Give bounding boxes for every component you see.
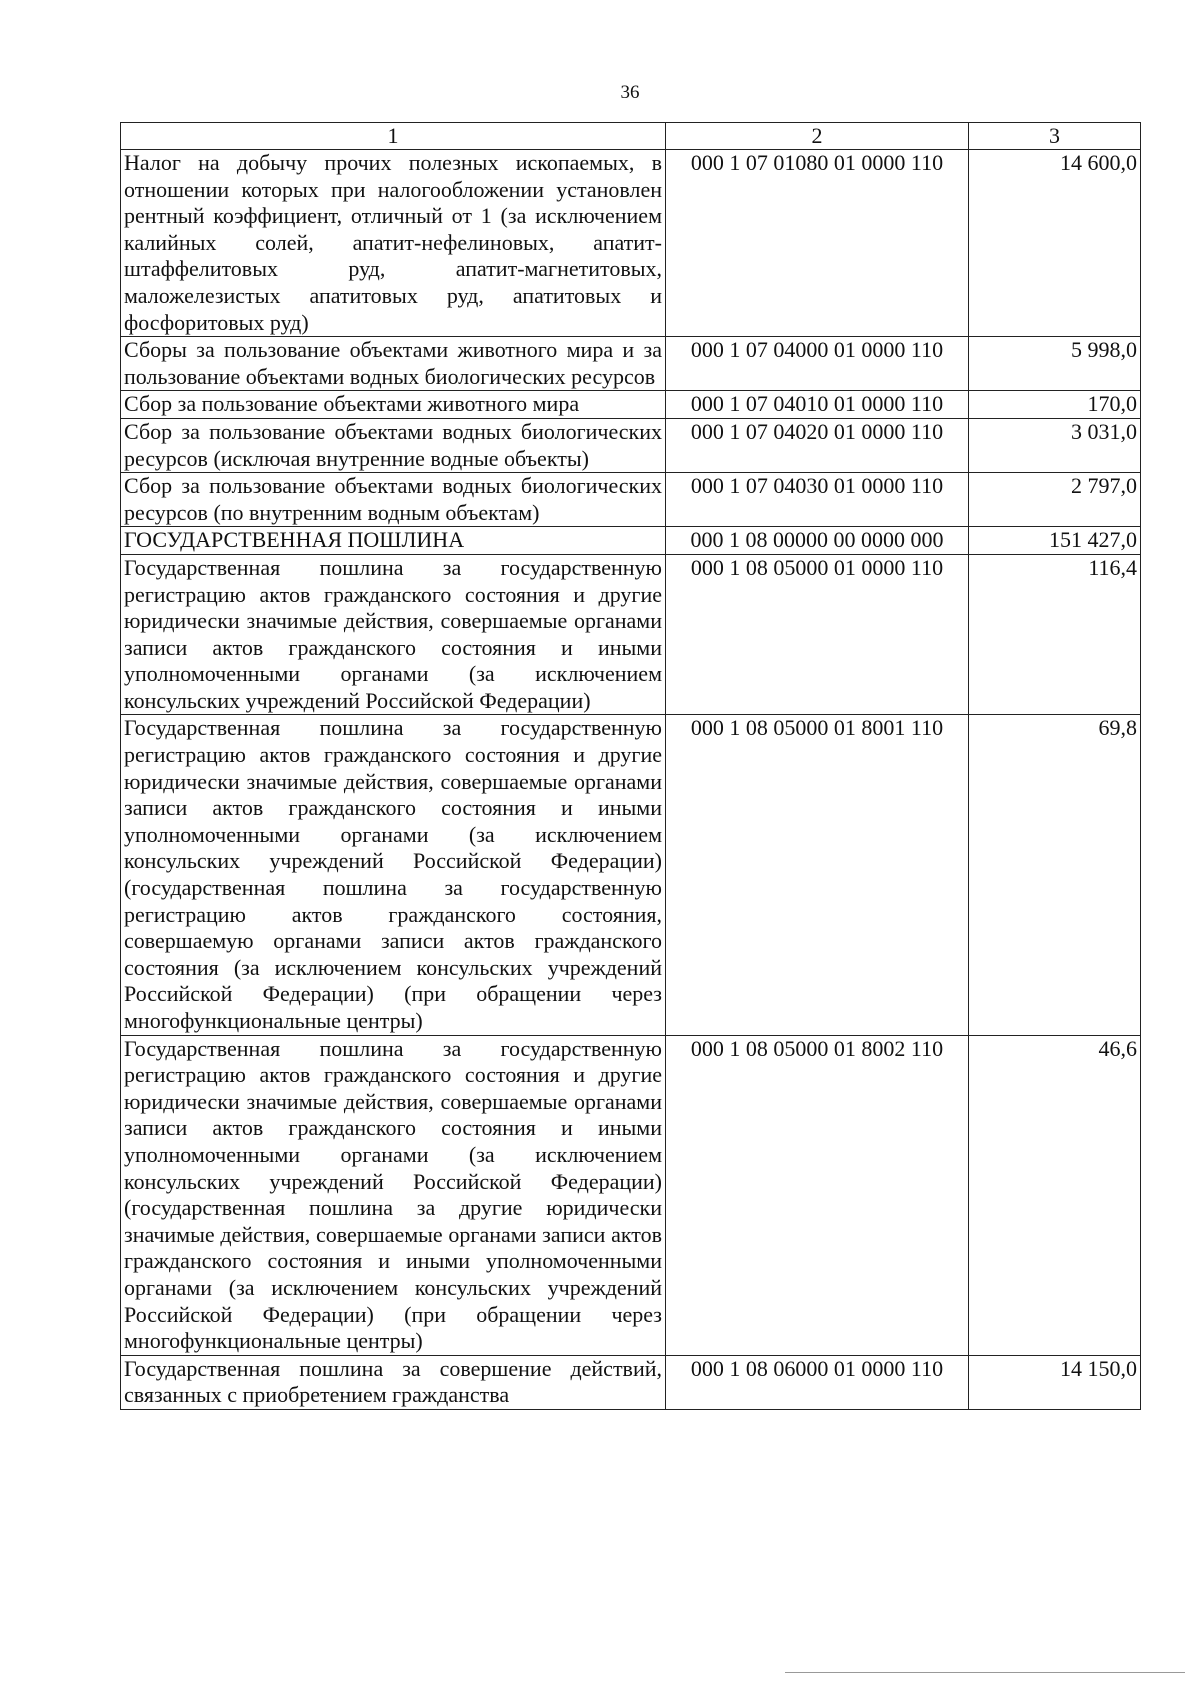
row-description: Сбор за пользование объектами животного мира — [121, 391, 666, 419]
row-code: 000 1 07 04020 01 0000 110 — [666, 418, 969, 472]
row-amount: 69,8 — [969, 715, 1141, 1035]
row-amount: 2 797,0 — [969, 473, 1141, 527]
column-header-2: 2 — [666, 123, 969, 150]
table-row — [121, 418, 1141, 472]
table-row — [121, 715, 1141, 1035]
row-amount: 116,4 — [969, 554, 1141, 715]
page-number: 36 — [620, 82, 640, 103]
table-row — [121, 554, 1141, 715]
row-description: Сбор за пользование объектами водных биологических ресурсов (исключая внутренние водные объекты) — [121, 418, 666, 472]
row-code: 000 1 08 05000 01 8001 110 — [666, 715, 969, 1035]
row-description: Государственная пошлина за государственную регистрацию актов гражданского состояния и другие юридически значимые действия, совершаемые органами записи актов гражданского состояния и иными уполномоченными органами (за исключением консульских учреждений Российской Федерации) — [121, 554, 666, 715]
row-description: Сборы за пользование объектами животного мира и за пользование объектами водных биологических ресурсов — [121, 337, 666, 391]
row-description: Государственная пошлина за государственную регистрацию актов гражданского состояния и другие юридически значимые действия, совершаемые органами записи актов гражданского состояния и иными уполномоченными органами (за исключением консульских учреждений Российской Федерации) (государственная пошлина за другие юридически значимые действия, совершаемые органами записи актов гражданского состояния и иными уполномоченными органами (за исключением консульских учреждений Российской Федерации) (при обращении через многофункциональные центры) — [121, 1035, 666, 1355]
row-amount: 14 150,0 — [969, 1355, 1141, 1409]
row-code: 000 1 08 05000 01 8002 110 — [666, 1035, 969, 1355]
row-code: 000 1 07 04010 01 0000 110 — [666, 391, 969, 419]
row-code: 000 1 07 01080 01 0000 110 — [666, 150, 969, 337]
row-amount: 46,6 — [969, 1035, 1141, 1355]
scan-edge-line — [785, 1672, 1185, 1673]
row-description: Государственная пошлина за совершение действий, связанных с приобретением гражданства — [121, 1355, 666, 1409]
column-header-1: 1 — [121, 123, 666, 150]
row-amount: 14 600,0 — [969, 150, 1141, 337]
row-description: ГОСУДАРСТВЕННАЯ ПОШЛИНА — [121, 527, 666, 555]
row-amount: 5 998,0 — [969, 337, 1141, 391]
table-row — [121, 150, 1141, 337]
table-row — [121, 1035, 1141, 1355]
row-code: 000 1 08 00000 00 0000 000 — [666, 527, 969, 555]
row-description: Государственная пошлина за государственную регистрацию актов гражданского состояния и другие юридически значимые действия, совершаемые органами записи актов гражданского состояния и иными уполномоченными органами (за исключением консульских учреждений Российской Федерации) (государственная пошлина за государственную регистрацию актов гражданского состояния, совершаемую органами записи актов гражданского состояния (за исключением консульских учреждений Российской Федерации) (при обращении через многофункциональные центры) — [121, 715, 666, 1035]
table-row — [121, 391, 1141, 419]
row-amount: 170,0 — [969, 391, 1141, 419]
row-description: Сбор за пользование объектами водных биологических ресурсов (по внутренним водным объектам) — [121, 473, 666, 527]
column-header-3: 3 — [969, 123, 1141, 150]
row-code: 000 1 07 04000 01 0000 110 — [666, 337, 969, 391]
row-amount: 3 031,0 — [969, 418, 1141, 472]
table-row — [121, 337, 1141, 391]
row-amount: 151 427,0 — [969, 527, 1141, 555]
row-description: Налог на добычу прочих полезных ископаемых, в отношении которых при налогообложении установлен рентный коэффициент, отличный от 1 (за исключением калийных солей, апатит-нефелиновых, апатит-штаффелитовых руд, апатит-магнетитовых, маложелезистых апатитовых руд, апатитовых и фосфоритовых руд) — [121, 150, 666, 337]
row-code: 000 1 08 05000 01 0000 110 — [666, 554, 969, 715]
table-row — [121, 473, 1141, 527]
table-row — [121, 527, 1141, 555]
table-header-row — [121, 123, 1141, 150]
budget-revenue-table — [120, 122, 1141, 1410]
table-row — [121, 1355, 1141, 1409]
row-code: 000 1 08 06000 01 0000 110 — [666, 1355, 969, 1409]
row-code: 000 1 07 04030 01 0000 110 — [666, 473, 969, 527]
